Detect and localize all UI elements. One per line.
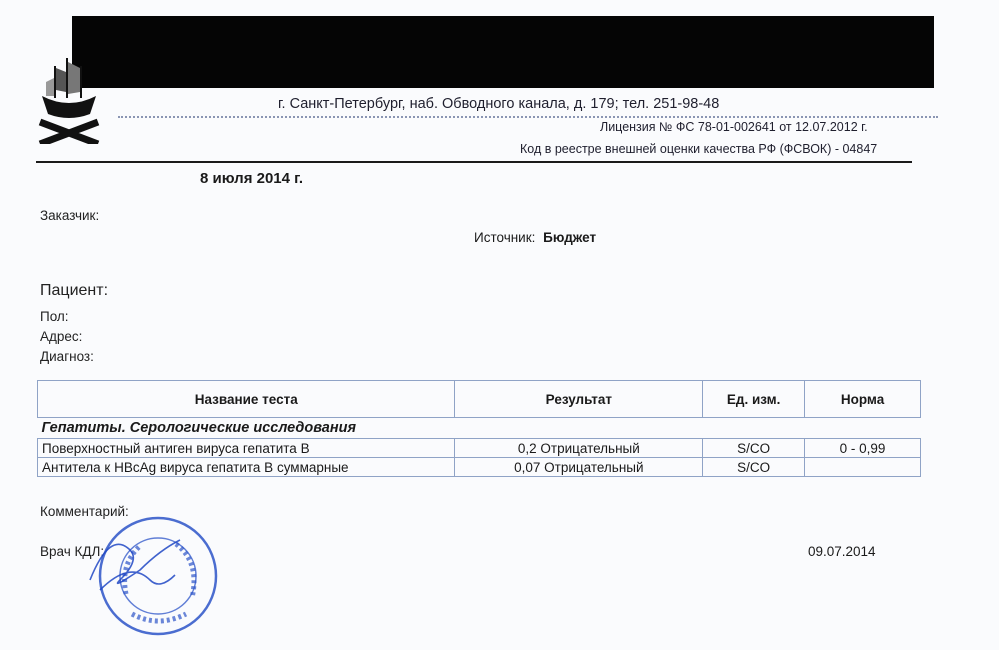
dotted-divider <box>118 116 938 118</box>
table-section-row <box>38 418 921 439</box>
test-name-cell: Антитела к HBcAg вируса гепатита В суммарные <box>38 458 455 477</box>
patient-label: Пациент: <box>40 282 109 299</box>
signature-icon <box>80 520 190 600</box>
norm-cell: 0 - 0,99 <box>805 439 921 458</box>
table-row <box>38 458 921 477</box>
report-date: 8 июля 2014 г. <box>200 170 304 187</box>
results-table <box>37 380 921 477</box>
header-unit: Ед. изм. <box>703 381 805 418</box>
header-rule <box>36 161 912 163</box>
license-number: Лицензия № ФС 78-01-002641 от 12.07.2012 г. <box>600 120 868 134</box>
diagnosis-label: Диагноз: <box>40 349 94 364</box>
result-cell: 0,07 Отрицательный <box>455 458 703 477</box>
sex-label: Пол: <box>40 309 69 324</box>
comment-label: Комментарий: <box>40 504 129 519</box>
header-test-name: Название теста <box>38 381 455 418</box>
table-row <box>38 439 921 458</box>
redacted-header-block <box>72 16 934 88</box>
section-title: Гепатиты. Серологические исследования <box>38 418 921 439</box>
unit-cell: S/CO <box>703 458 805 477</box>
doctor-label: Врач КДЛ: <box>40 544 105 559</box>
unit-cell: S/CO <box>703 439 805 458</box>
table-header-row <box>38 381 921 418</box>
source-value: Бюджет <box>543 230 597 245</box>
test-name-cell: Поверхностный антиген вируса гепатита В <box>38 439 455 458</box>
header-norm: Норма <box>805 381 921 418</box>
norm-cell <box>805 458 921 477</box>
source-label: Источник: <box>474 230 536 245</box>
source-field <box>474 230 596 245</box>
header-result: Результат <box>455 381 703 418</box>
result-cell: 0,2 Отрицательный <box>455 439 703 458</box>
ship-emblem-logo <box>36 52 102 144</box>
address-label: Адрес: <box>40 329 83 344</box>
lab-address: г. Санкт-Петербург, наб. Обводного канала, д. 179; тел. 251-98-48 <box>278 96 720 112</box>
signature-date: 09.07.2014 <box>808 544 876 559</box>
registry-code: Код в реестре внешней оценки качества РФ (ФСВОК) - 04847 <box>520 142 878 156</box>
customer-label: Заказчик: <box>40 208 100 223</box>
